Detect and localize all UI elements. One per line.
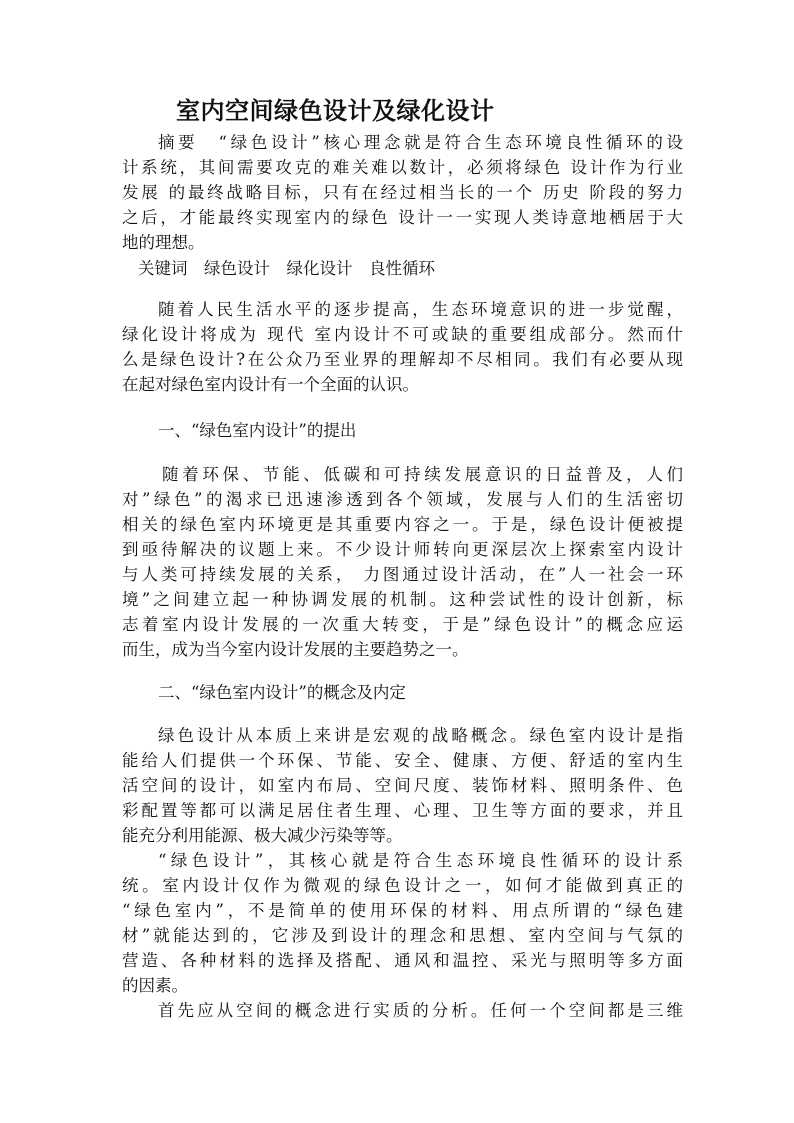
section2-para2-line: “绿色设计”，其核心就是符合生态环境良性循环的设计系 <box>158 851 683 870</box>
document-title: 室内空间绿色设计及绿化设计 <box>176 96 495 125</box>
section2-para2-line: 材”就能达到的，它涉及到设计的理念和思想、室内空间与气氛的 <box>122 926 683 945</box>
intro-line: 在起对绿色室内设计有一个全面的认识。 <box>122 375 419 394</box>
section1-line: 到亟待解决的议题上来。不少设计师转向更深层次上探索室内设计 <box>122 540 683 559</box>
section1-line: 随着环保、节能、低碳和可持续发展意识的日益普及，人们 <box>162 465 683 484</box>
section1-line: 境”之间建立起一种协调发展的机制。这种尝试性的设计创新，标 <box>122 590 683 609</box>
section2-para1-line: 能给人们提供一个环保、节能、安全、健康、方便、舒适的室内生 <box>122 751 683 770</box>
section1-line: 相关的绿色室内环境更是其重要内容之一。于是，绿色设计便被提 <box>122 515 683 534</box>
abstract-line: 地的理想。 <box>122 233 205 252</box>
section2-para2-line: “绿色室内”，不是简单的使用环保的材料、用点所谓的“绿色建 <box>122 901 683 920</box>
section1-line: 与人类可持续发展的关系， 力图通过设计活动，在”人一社会一环 <box>122 565 683 584</box>
section1-line: 对”绿色”的渴求已迅速渗透到各个领域，发展与人们的生活密切 <box>122 490 683 509</box>
section1-line: 志着室内设计发展的一次重大转变，于是”绿色设计”的概念应运 <box>122 615 683 634</box>
section2-para2-line: 统。室内设计仅作为微观的绿色设计之一，如何才能做到真正的 <box>122 876 683 895</box>
abstract-line: 计系统，其间需要攻克的难关难以数计，必须将绿色 设计作为行业 <box>122 158 683 177</box>
section2-para2-line: 的因素。 <box>122 976 188 995</box>
abstract-line: 摘要 “绿色设计”核心理念就是符合生态环境良性循环的设 <box>158 133 683 152</box>
abstract-line: 之后，才能最终实现室内的绿色 设计一一实现人类诗意地栖居于大 <box>122 208 683 227</box>
section2-para3-line: 首先应从空间的概念进行实质的分析。任何一个空间都是三维 <box>158 1001 683 1020</box>
section2-para1-line: 活空间的设计，如室内布局、空间尺度、装饰材料、照明条件、色 <box>122 776 683 795</box>
intro-line: 随着人民生活水平的逐步提高，生态环境意识的进一步觉醒， <box>158 300 683 319</box>
abstract-line: 发展 的最终战略目标，只有在经过相当长的一个 历史 阶段的努力 <box>122 183 683 202</box>
keywords-line: 关键词 绿色设计 绿化设计 良性循环 <box>138 259 435 278</box>
intro-line: 绿化设计将成为 现代 室内设计不可或缺的重要组成部分。然而什 <box>122 325 683 344</box>
section2-para1-line: 能充分利用能源、极大减少污染等等。 <box>122 826 403 845</box>
section2-para2-line: 营造、各种材料的选择及搭配、通风和温控、采光与照明等多方面 <box>122 951 683 970</box>
intro-line: 么是绿色设计?在公众乃至业界的理解却不尽相同。我们有必要从现 <box>122 350 683 369</box>
section-heading-2: 二、“绿色室内设计”的概念及内定 <box>158 683 406 702</box>
section1-line: 而生，成为当今室内设计发展的主要趋势之一。 <box>122 640 469 659</box>
section2-para1-line: 彩配置等都可以满足居住者生理、心理、卫生等方面的要求，并且 <box>122 801 683 820</box>
section-heading-1: 一、“绿色室内设计”的提出 <box>158 421 357 440</box>
section2-para1-line: 绿色设计从本质上来讲是宏观的战略概念。绿色室内设计是指 <box>158 726 683 745</box>
